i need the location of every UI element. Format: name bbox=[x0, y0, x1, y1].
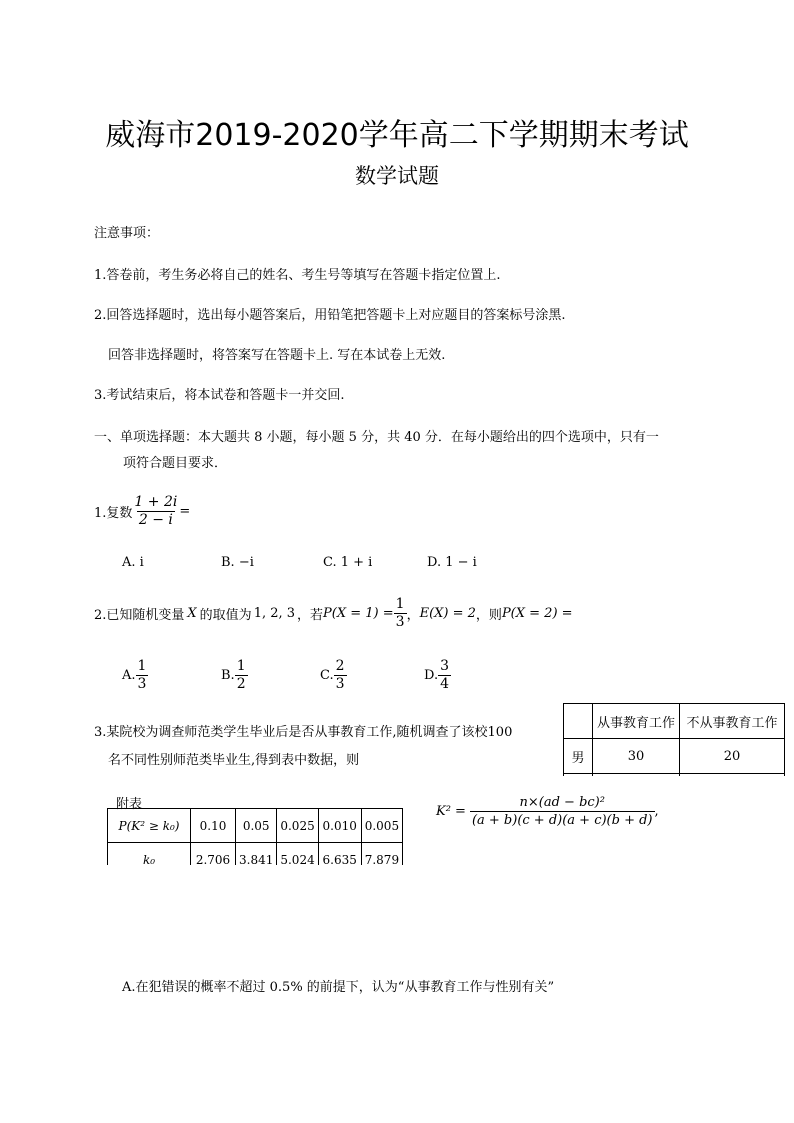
table-cell: 20 bbox=[680, 739, 785, 774]
table-row bbox=[564, 774, 785, 777]
q2-option-c-den: 3 bbox=[335, 676, 345, 692]
q2-option-d-num: 3 bbox=[440, 658, 450, 674]
q2-p1-fraction bbox=[394, 596, 407, 631]
q2-option-a bbox=[122, 658, 148, 693]
q2-text-b: 的取值为 bbox=[199, 608, 252, 623]
q2-option-a-frac bbox=[136, 658, 149, 693]
q2-option-b-label: B. bbox=[221, 668, 235, 683]
q2-option-c-frac bbox=[334, 658, 347, 693]
formula-den: (a + b)(c + d)(a + c)(b + d) bbox=[471, 813, 653, 828]
appendix-label: 附表 bbox=[116, 797, 143, 812]
q2-option-d-frac bbox=[438, 658, 451, 693]
formula-tail: , bbox=[654, 804, 659, 819]
q1-fraction bbox=[132, 494, 179, 529]
table-cell bbox=[564, 704, 593, 739]
q2-vals: 1, 2, 3 bbox=[253, 606, 296, 621]
formula-fraction bbox=[470, 794, 655, 829]
table-cell: 7.879 bbox=[361, 843, 402, 866]
q2-option-b-frac bbox=[235, 658, 248, 693]
notes-heading: 注意事项： bbox=[94, 226, 160, 241]
q2-option-b bbox=[221, 658, 248, 693]
q2-option-a-num: 1 bbox=[137, 658, 147, 674]
q2-p1-den: 3 bbox=[395, 614, 405, 630]
q2-option-b-den: 2 bbox=[236, 676, 246, 692]
critical-value-table bbox=[107, 808, 403, 865]
q1-suffix: = bbox=[179, 504, 191, 519]
q2-option-c-label: C. bbox=[320, 668, 334, 683]
q2-option-d bbox=[424, 658, 451, 693]
q1-option-c: C. 1 + i bbox=[323, 555, 373, 570]
q2-ex: E(X) = 2 bbox=[419, 606, 476, 621]
table-row bbox=[108, 809, 403, 843]
table-row bbox=[108, 843, 403, 866]
q2-option-a-den: 3 bbox=[137, 676, 147, 692]
q1-prefix: 1.复数 bbox=[94, 506, 133, 521]
page-title: 威海市2019-2020学年高二下学期期末考试 bbox=[105, 118, 689, 153]
q2-p2: P(X = 2) = bbox=[501, 606, 573, 621]
table-cell: k₀ bbox=[108, 843, 191, 866]
table-cell: P(K² ≥ k₀) bbox=[108, 809, 191, 843]
note-item-3: 3.考试结束后，将本试卷和答题卡一并交回. bbox=[94, 388, 345, 403]
q2-option-b-num: 1 bbox=[236, 658, 246, 674]
page-subtitle: 数学试题 bbox=[355, 164, 439, 188]
table-cell: 不从事教育工作 bbox=[680, 704, 785, 739]
table-cell: 3.841 bbox=[236, 843, 277, 866]
q1-option-a: A. i bbox=[122, 555, 144, 570]
q3-line-1: 3.某院校为调查师范类学生毕业后是否从事教育工作,随机调查了该校100 bbox=[94, 725, 513, 740]
table-cell: 0.005 bbox=[361, 809, 402, 843]
note-item-2: 2.回答选择题时，选出每小题答案后，用铅笔把答题卡上对应题目的答案标号涂黑. bbox=[94, 308, 566, 323]
q1-numerator: 1 + 2i bbox=[134, 494, 178, 510]
q2-p1: P(X = 1) = bbox=[323, 606, 394, 621]
q2-option-d-den: 4 bbox=[440, 676, 450, 692]
table-cell: 0.010 bbox=[318, 809, 361, 843]
table-cell: 30 bbox=[593, 739, 680, 774]
q1-option-d: D. 1 − i bbox=[427, 555, 477, 570]
section-heading-line1: 一、单项选择题：本大题共 8 小题，每小题 5 分，共 40 分．在每小题给出的四个选项中，只有一 bbox=[94, 430, 659, 445]
q2-option-c-num: 2 bbox=[335, 658, 345, 674]
note-item-2b: 回答非选择题时，将答案写在答题卡上. 写在本试卷上无效. bbox=[108, 348, 446, 363]
table-cell: 5.024 bbox=[277, 843, 318, 866]
q2-var: X bbox=[187, 606, 197, 621]
q2-sep: ， bbox=[406, 608, 420, 623]
q2-text-a: 2.已知随机变量 bbox=[94, 608, 185, 623]
question-2 bbox=[94, 596, 573, 631]
q2-p1-num: 1 bbox=[395, 596, 405, 612]
q1-denominator: 2 − i bbox=[138, 512, 173, 528]
note-item-1: 1.答卷前，考生务必将自己的姓名、考生号等填写在答题卡指定位置上. bbox=[94, 268, 501, 283]
table-cell: 0.05 bbox=[236, 809, 277, 843]
formula-num: n×(ad − bc)² bbox=[519, 795, 605, 810]
q2-option-a-label: A. bbox=[122, 668, 136, 683]
table-row bbox=[564, 704, 785, 739]
table-cell: 从事教育工作 bbox=[593, 704, 680, 739]
q2-option-d-label: D. bbox=[424, 668, 439, 683]
q3-option-a: A.在犯错误的概率不超过 0.5% 的前提下，认为“从事教育工作与性别有关” bbox=[122, 980, 555, 995]
question-1 bbox=[94, 494, 190, 529]
table-cell: 0.025 bbox=[277, 809, 318, 843]
table-cell: 6.635 bbox=[318, 843, 361, 866]
q2-text-c: ，若 bbox=[297, 608, 324, 623]
critical-table-clip bbox=[107, 808, 419, 865]
table-row bbox=[564, 739, 785, 774]
contingency-table bbox=[563, 703, 785, 776]
table-cell: 0.10 bbox=[191, 809, 236, 843]
table-cell: 男 bbox=[564, 739, 593, 774]
formula-lhs: K² = bbox=[436, 804, 466, 819]
q2-text-d: ，则 bbox=[475, 608, 502, 623]
contingency-table-clip bbox=[563, 703, 794, 776]
chi-square-formula bbox=[436, 794, 659, 829]
q3-line-2: 名不同性别师范类毕业生,得到表中数据，则 bbox=[108, 753, 360, 768]
q1-option-b: B. −i bbox=[221, 555, 254, 570]
table-cell: 2.706 bbox=[191, 843, 236, 866]
section-heading-line2: 项符合题目要求． bbox=[123, 456, 228, 471]
q2-option-c bbox=[320, 658, 347, 693]
